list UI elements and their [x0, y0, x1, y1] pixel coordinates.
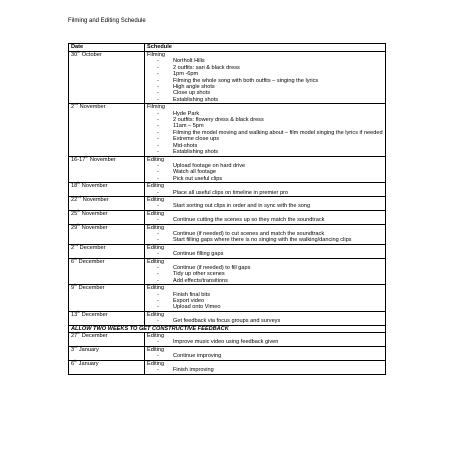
task-item: - Tidy up other scenes: [157, 271, 383, 277]
table-row: [69, 224, 386, 244]
table-row: [69, 244, 386, 258]
task-item: - 11am – 5pm: [157, 123, 383, 129]
task-item: - Watch all footage: [157, 169, 383, 175]
date-number: 29: [71, 224, 78, 231]
table-header-row: [69, 44, 386, 52]
date-number: 2: [71, 244, 75, 251]
task-item: - Finish final bits: [157, 292, 383, 298]
table-row: [69, 285, 386, 312]
task-list: [147, 292, 383, 311]
task-item: - Start filling gaps where there is no singing with the walking/dancing clips: [157, 237, 383, 243]
task-item: - 1pm -6pm: [157, 71, 383, 77]
activity-label: Filming: [147, 52, 166, 58]
task-list: [147, 217, 383, 223]
date-month: January: [77, 346, 99, 353]
activity-label: Editing: [147, 311, 165, 318]
task-list: [147, 353, 383, 359]
table-row: [69, 196, 386, 210]
date-suffix: th: [74, 358, 78, 363]
table-row: [69, 333, 386, 347]
task-item: - Continue improving: [157, 353, 383, 359]
schedule-cell: [145, 258, 386, 285]
schedule-cell: [145, 333, 386, 347]
date-suffix: th: [74, 256, 78, 261]
task-item: - Extreme close ups: [157, 136, 383, 142]
date-suffix: nd: [77, 195, 82, 200]
task-item: - Export video: [157, 298, 383, 304]
date-number: 16-17: [71, 156, 86, 163]
date-suffix: th: [77, 331, 81, 336]
schedule-cell: [145, 346, 386, 360]
schedule-cell: [145, 244, 386, 258]
date-cell: [69, 256, 145, 288]
date-suffix: th: [77, 309, 81, 314]
schedule-cell: [145, 360, 386, 374]
activity-label: Editing: [147, 196, 165, 203]
task-item: - Northolt Hills: [157, 58, 383, 64]
task-list: [147, 251, 383, 257]
schedule-body: [69, 52, 386, 375]
date-number: 13: [71, 311, 78, 318]
task-list: [147, 58, 383, 103]
task-item: - 2 outfits: flowery dress & black dress: [157, 117, 383, 123]
schedule-cell: [145, 52, 386, 104]
header-date: Date: [69, 44, 145, 52]
date-suffix: rd: [74, 345, 78, 350]
table-row: [69, 346, 386, 360]
date-suffix: th: [77, 181, 81, 186]
task-item: - Establishing shots: [157, 149, 383, 155]
task-item: - Start sorting out clips in order and in sync with the song: [157, 203, 383, 209]
date-cell: [69, 360, 145, 374]
activity-label: Editing: [147, 156, 165, 163]
task-item: - Upload footage on hard drive: [157, 163, 383, 169]
schedule-cell: [145, 183, 386, 197]
task-item: - Upload onto Vimeo: [157, 304, 383, 310]
note-row: [69, 325, 386, 332]
activity-label: Editing: [147, 285, 165, 292]
date-cell: [69, 154, 145, 186]
date-month: December: [77, 258, 105, 265]
activity-label: Editing: [147, 183, 165, 190]
task-item: - Pick out useful clips: [157, 176, 383, 182]
date-suffix: th: [77, 208, 81, 213]
date-number: 3: [71, 346, 75, 353]
task-list: [147, 163, 383, 182]
table-row: [69, 156, 386, 183]
task-item: - Hyde Park: [157, 111, 383, 117]
date-number: 22: [71, 196, 78, 203]
table-row: [69, 258, 386, 285]
date-month: November: [80, 210, 108, 217]
task-item: - Continue filling gaps: [157, 251, 383, 257]
schedule-cell: [145, 311, 386, 325]
date-month: November: [80, 224, 108, 231]
task-item: - Get feedback via focus groups and surveys: [157, 318, 383, 324]
schedule-cell: [145, 156, 386, 183]
table-row: [69, 311, 386, 325]
date-suffix: th: [74, 283, 78, 288]
task-list: [147, 231, 383, 244]
activity-label: Editing: [147, 258, 165, 265]
task-item: - Place all useful clips on timeline in premier pro: [157, 190, 383, 196]
date-cell: [69, 285, 145, 312]
task-item: - Continue (if needed) to fill gaps: [157, 265, 383, 271]
task-list: [147, 318, 383, 324]
date-number: 18: [71, 183, 78, 190]
task-list: [147, 265, 383, 284]
date-cell: [69, 244, 145, 258]
date-number: 6: [71, 360, 75, 367]
task-item: - Filming the whole song with both outfits – singing the lyrics: [157, 78, 383, 84]
date-month: December: [80, 311, 108, 318]
activity-label: Editing: [147, 360, 165, 367]
table-row: [69, 360, 386, 374]
activity-label: Editing: [147, 333, 165, 340]
task-item: - Continue cutting the scenes up so they match the soundtrack: [157, 217, 383, 223]
date-suffix: th: [85, 154, 89, 159]
activity-label: Editing: [147, 224, 165, 231]
table-row: [69, 183, 386, 197]
task-item: - High angle shots: [157, 84, 383, 90]
date-month: October: [80, 52, 102, 58]
date-month: January: [77, 360, 99, 367]
task-item: - Continue (if needed) to cut scenes and match the soundtrack: [157, 231, 383, 237]
activity-label: Editing: [147, 244, 165, 251]
date-suffix: nd: [74, 102, 79, 107]
date-cell: [69, 50, 145, 107]
task-list: [147, 203, 383, 209]
date-number: 30: [71, 52, 78, 58]
table-row: [69, 210, 386, 224]
date-month: November: [80, 183, 108, 190]
date-cell: [69, 346, 145, 360]
date-suffix: th: [77, 222, 81, 227]
schedule-cell: [145, 224, 386, 244]
task-item: - Mid-shots: [157, 143, 383, 149]
schedule-table: [68, 43, 386, 375]
date-number: 27: [71, 333, 78, 340]
date-number: 6: [71, 258, 75, 265]
date-suffix: nd: [74, 242, 79, 247]
task-list: [147, 339, 383, 345]
task-item: - Establishing shots: [157, 97, 383, 103]
schedule-cell: [145, 210, 386, 224]
date-number: 9: [71, 285, 75, 292]
table-row: [69, 104, 386, 156]
schedule-cell: [145, 285, 386, 312]
date-cell: [69, 224, 145, 244]
task-item: - Improve music video using feedback given: [157, 339, 383, 345]
task-item: - Finish improving: [157, 367, 383, 373]
task-item: - Filming the model moving and walking about – film model singing the lyrics if needed: [157, 130, 383, 136]
activity-label: Filming: [147, 104, 166, 111]
task-item: - 2 outfits: sari & black dress: [157, 65, 383, 71]
date-month: November: [88, 156, 116, 163]
header-schedule: Schedule: [145, 44, 386, 52]
schedule-cell: [145, 104, 386, 156]
note-text: ALLOW TWO WEEKS TO GET CONSTRUCTIVE FEEDBACK: [69, 325, 386, 332]
date-cell: [69, 311, 145, 325]
date-month: December: [78, 244, 106, 251]
task-list: [147, 367, 383, 373]
document-title: Filming and Editing Schedule: [68, 18, 146, 24]
date-number: 25: [71, 210, 78, 217]
schedule-cell: [145, 196, 386, 210]
date-month: December: [77, 285, 105, 292]
date-month: November: [78, 104, 106, 111]
activity-label: Editing: [147, 210, 165, 217]
task-list: [147, 190, 383, 196]
date-month: December: [80, 333, 108, 340]
date-month: November: [81, 196, 109, 203]
task-item: - Add effects/transitions: [157, 278, 383, 284]
task-item: - Close up shots: [157, 90, 383, 96]
activity-label: Editing: [147, 346, 165, 353]
date-number: 2: [71, 104, 75, 111]
task-list: [147, 111, 383, 156]
date-suffix: th: [77, 50, 81, 55]
table-row: [69, 52, 386, 104]
date-cell: [69, 104, 145, 156]
